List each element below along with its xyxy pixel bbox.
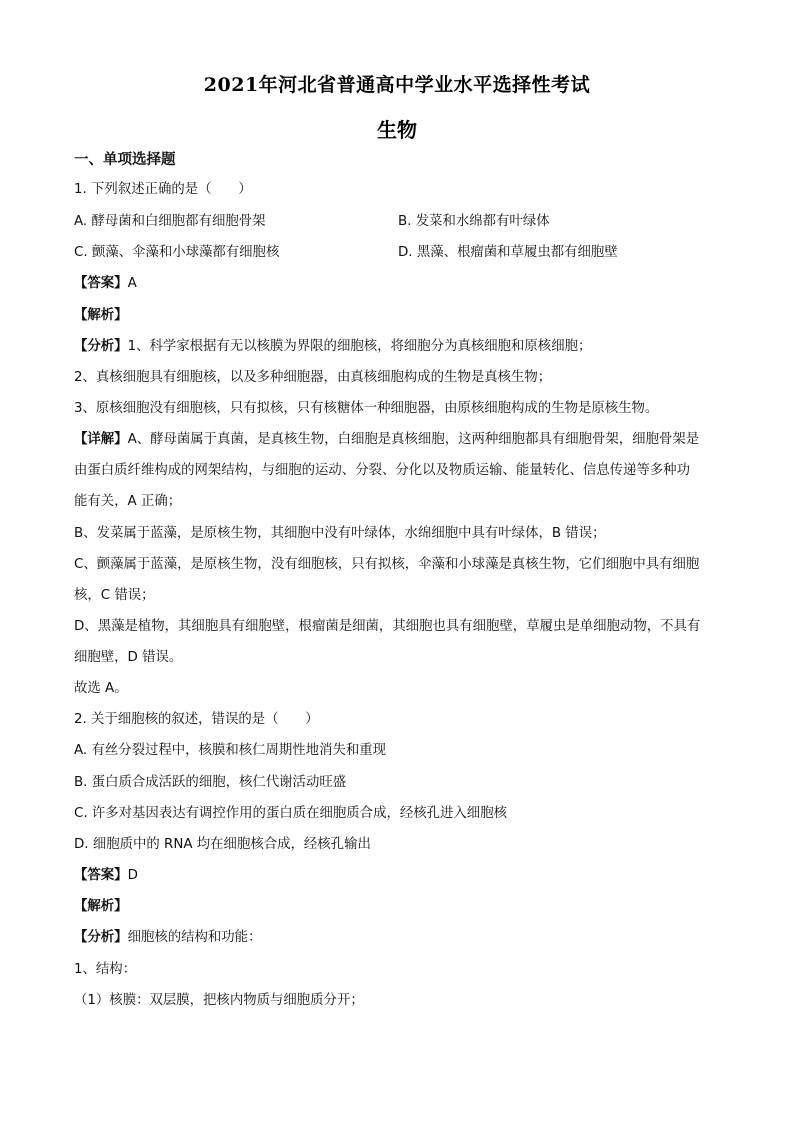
- q1-option-c: C. 颤藻、伞藻和小球藻都有细胞核: [74, 245, 280, 260]
- q1-detail-a-line2: 由蛋白质纤维构成的网架结构，与细胞的运动、分裂、分化以及物质运输、能量转化、信息传递等多种功: [74, 463, 690, 478]
- answer-tag: 【答案】: [74, 868, 128, 883]
- q1-stem: 1. 下列叙述正确的是（ ）: [74, 182, 252, 197]
- q2-option-d: D. 细胞质中的 RNA 均在细胞核合成，经核孔输出: [74, 837, 371, 852]
- q2-analysis-tag: 【解析】: [74, 899, 128, 914]
- q1-option-a: A. 酵母菌和白细胞都有细胞骨架: [74, 214, 266, 229]
- q1-detail-a-line1: 【详解】A、酵母菌属于真菌，是真核生物，白细胞是真核细胞，这两种细胞都具有细胞骨架，细胞骨架是: [74, 432, 700, 447]
- subject-title: 生物: [377, 118, 417, 142]
- q1-conclusion: 故选 A。: [74, 681, 128, 696]
- q2-answer-line: [74, 866, 724, 886]
- section-heading: 一、单项选择题: [74, 152, 176, 168]
- q2-fenxi-1: 【分析】细胞核的结构和功能：: [74, 930, 262, 945]
- fenxi-tag: 【分析】: [74, 930, 128, 945]
- exam-title: 2021年河北省普通高中学业水平选择性考试: [203, 74, 591, 96]
- answer-tag: 【答案】: [74, 276, 128, 291]
- q2-stem: 2. 关于细胞核的叙述，错误的是（ ）: [74, 712, 319, 727]
- q1-detail-b: B、发菜属于蓝藻，是原核生物，其细胞中没有叶绿体，水绵细胞中具有叶绿体，B 错误；: [74, 526, 606, 541]
- q2-fenxi-3: （1）核膜：双层膜，把核内物质与细胞质分开；: [74, 993, 364, 1008]
- q2-option-b: B. 蛋白质合成活跃的细胞，核仁代谢活动旺盛: [74, 775, 347, 790]
- q1-detail-d-line1: D、黑藻是植物，其细胞具有细胞壁，根瘤菌是细菌，其细胞也具有细胞壁，草履虫是单细胞动物，不具有: [74, 619, 701, 634]
- q1-answer: A: [127, 276, 137, 291]
- detail-tag: 【详解】: [74, 432, 128, 447]
- q2-option-c: C. 许多对基因表达有调控作用的蛋白质在细胞质合成，经核孔进入细胞核: [74, 806, 507, 821]
- fenxi-tag: 【分析】: [74, 339, 128, 354]
- q1-detail-d-line2: 细胞壁，D 错误。: [74, 650, 183, 665]
- q1-fenxi-3: 3、原核细胞没有细胞核，只有拟核，只有核糖体一种细胞器，由原核细胞构成的生物是原核生物。: [74, 401, 659, 416]
- q2-answer: D: [127, 868, 138, 883]
- q1-fenxi-2: 2、真核细胞具有细胞核，以及多种细胞器，由真核细胞构成的生物是真核生物；: [74, 370, 552, 385]
- q1-option-b: B. 发菜和水绵都有叶绿体: [398, 214, 550, 229]
- q1-option-d: D. 黑藻、根瘤菌和草履虫都有细胞壁: [398, 245, 618, 260]
- q1-analysis-tag: 【解析】: [74, 308, 128, 323]
- q2-fenxi-2: 1、结构：: [74, 962, 137, 977]
- q1-detail-c-line2: 核，C 错误；: [74, 588, 155, 603]
- q1-detail-c-line1: C、颤藻属于蓝藻，是原核生物，没有细胞核，只有拟核，伞藻和小球藻是真核生物，它们细胞中具有细胞: [74, 557, 700, 572]
- q1-fenxi-1: 【分析】1、科学家根据有无以核膜为界限的细胞核，将细胞分为真核细胞和原核细胞；: [74, 339, 592, 354]
- q1-answer-line: [74, 274, 724, 294]
- q1-detail-a-line3: 能有关，A 正确；: [74, 494, 182, 509]
- q2-option-a: A. 有丝分裂过程中，核膜和核仁周期性地消失和重现: [74, 743, 387, 758]
